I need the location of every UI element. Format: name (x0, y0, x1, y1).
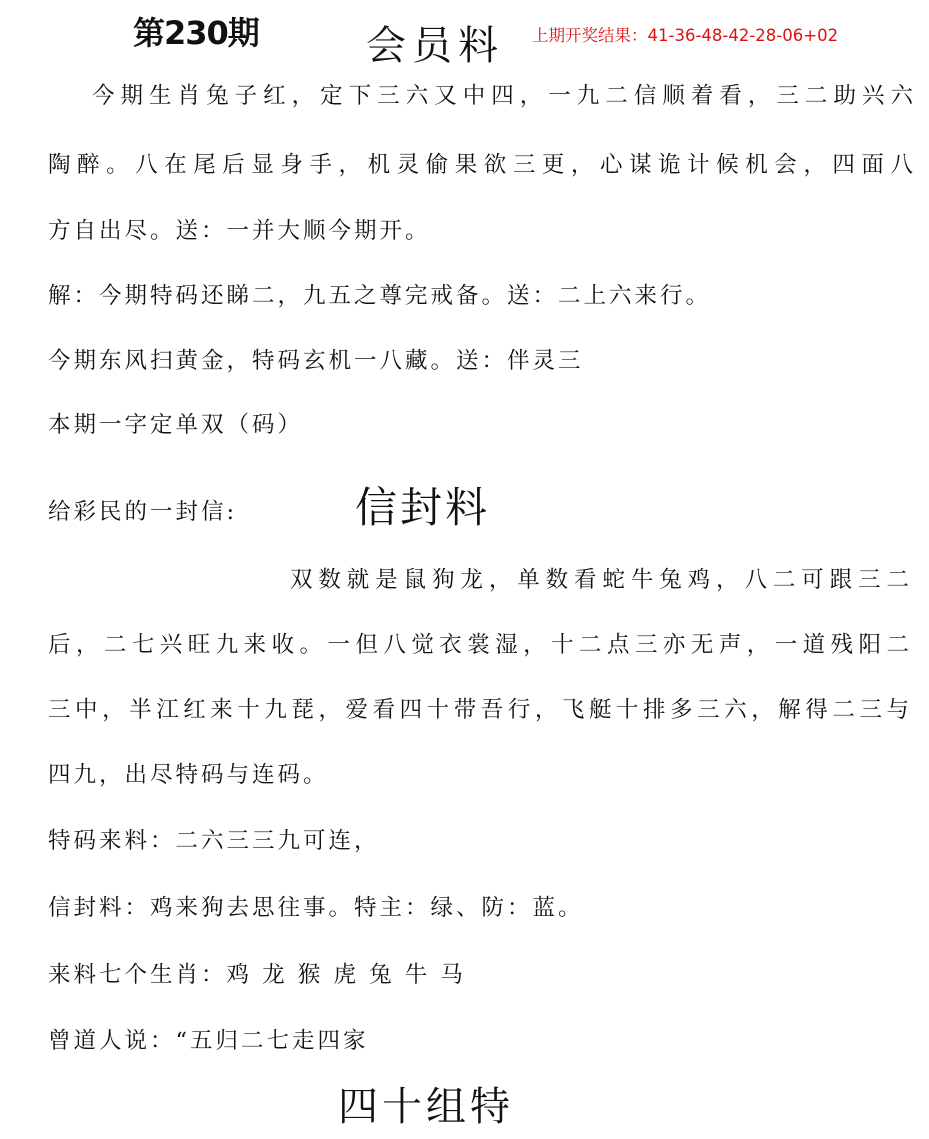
letter-label: 给彩民的一封信: (48, 499, 238, 525)
tip-line-2: 今期东风扫黄金，特码玄机一八藏。送：伴灵三 (48, 348, 584, 374)
issue-number: 第230期 (133, 14, 259, 52)
last-result (532, 22, 838, 46)
last-result-label: 上期开奖结果： (532, 26, 648, 45)
poem-line-2: 陶醉。八在尾后显身手，机灵偷果欲三更，心谋诡计候机会，四面八 (48, 152, 916, 178)
tip-line-1: 解：今期特码还睇二，九五之尊完戒备。送：二上六来行。 (48, 283, 712, 309)
forty-group-title: 四十组特 (338, 1084, 514, 1130)
tip-line-3: 本期一字定单双（码） (48, 412, 304, 438)
poem-line-1: 今期生肖兔子红，定下三六又中四，一九二信顺着看，三二助兴六 (92, 83, 916, 109)
seven-zodiacs: 来料七个生肖：鸡 龙 猴 虎 兔 牛 马 (48, 962, 466, 988)
poem-line-3: 方自出尽。送：一并大顺今期开。 (48, 218, 431, 244)
envelope-material: 信封料：鸡来狗去思往事。特主：绿、防：蓝。 (48, 895, 584, 921)
special-material: 特码来料：二六三三九可连， (48, 828, 380, 854)
zeng-says: 曾道人说：“五归二七走四家 (48, 1028, 369, 1054)
letter-line-4: 四九，出尽特码与连码。 (48, 762, 329, 788)
member-title: 会员料 (366, 23, 504, 69)
letter-line-2: 后，二七兴旺九来收。一但八觉衣裳湿，十二点三亦无声，一道残阳二 (48, 632, 912, 658)
last-result-value: 41-36-48-42-28-06+02 (647, 26, 839, 45)
letter-line-1: 双数就是鼠狗龙，单数看蛇牛兔鸡，八二可跟三二 (290, 567, 912, 593)
letter-title: 信封料 (355, 483, 491, 532)
letter-line-3: 三中，半江红来十九琵，爱看四十带吾行，飞艇十排多三六，解得二三与 (48, 697, 912, 723)
